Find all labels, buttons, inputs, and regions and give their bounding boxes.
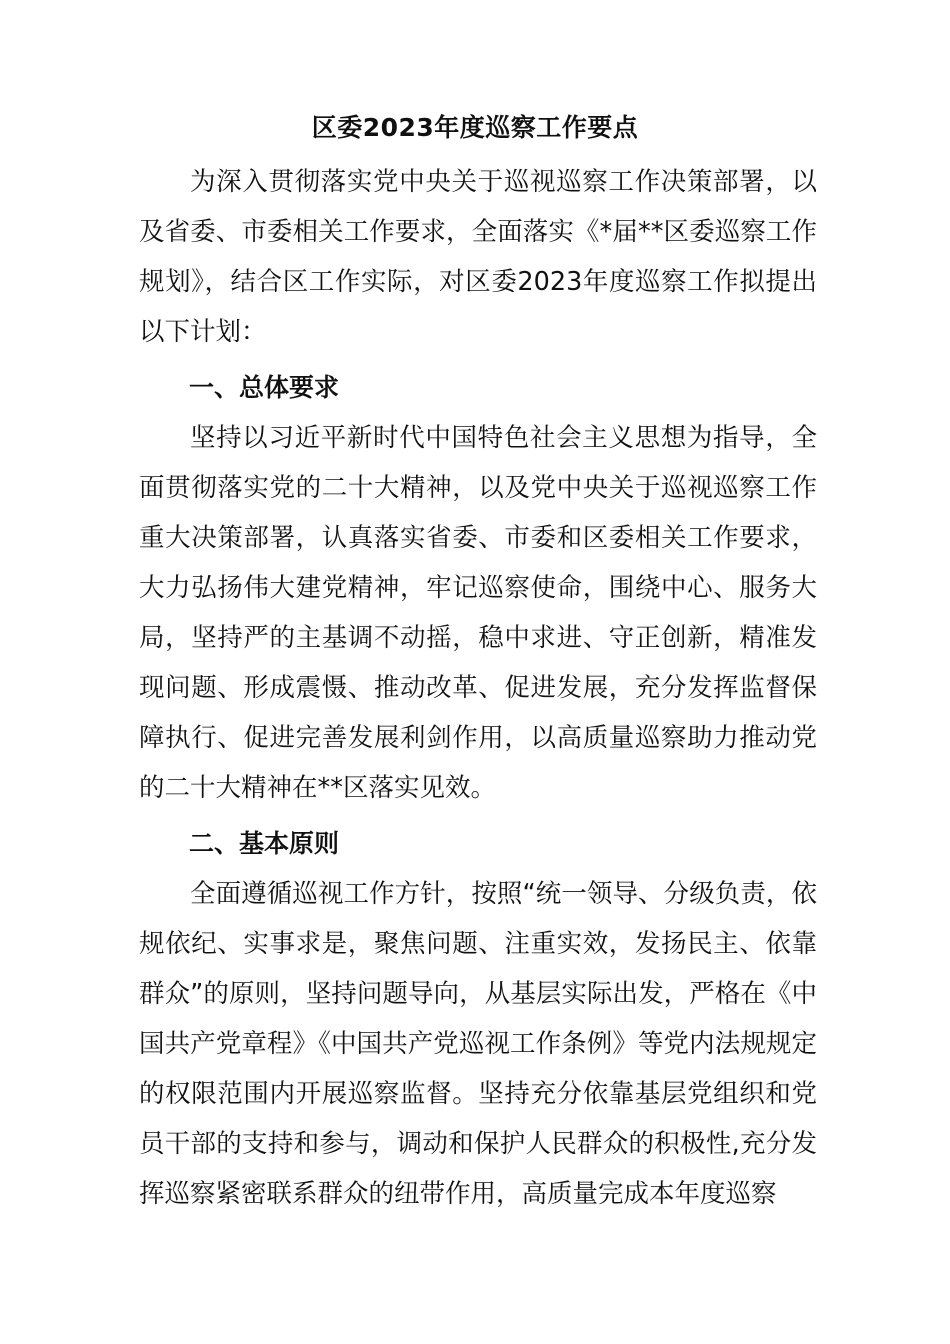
intro-paragraph: 为深入贯彻落实党中央关于巡视巡察工作决策部署，以及省委、市委相关工作要求，全面落实《*届**区委巡察工作规划》，结合区工作实际，对区委2023年度巡察工作拟提出以下计划： [139, 167, 817, 347]
document-title: 区委2023年度巡察工作要点 [311, 113, 639, 142]
section-paragraph-basic-principles: 全面遵循巡视工作方针，按照“统一领导、分级负责，依规依纪、实事求是，聚焦问题、注重实效，发扬民主、依靠群众”的原则，坚持问题导向，从基层实际出发，严格在《中国共产党章程》《中国共产党巡视工作条例》等党内法规规定的权限范围内开展巡察监督。坚持充分依靠基层党组织和党员干部的支持和参与，调动和保护人民群众的积极性,充分发挥巡察紧密联系群众的纽带作用，高质量完成本年度巡察 [139, 879, 817, 1209]
section-heading-general-requirements: 一、总体要求 [189, 373, 340, 402]
section-heading-basic-principles: 二、基本原则 [189, 829, 340, 858]
document-body [139, 157, 817, 1219]
section-paragraph-general-requirements: 坚持以习近平新时代中国特色社会主义思想为指导，全面贯彻落实党的二十大精神，以及党中央关于巡视巡察工作重大决策部署，认真落实省委、市委和区委相关工作要求，大力弘扬伟大建党精神，牢记巡察使命，围绕中心、服务大局，坚持严的主基调不动摇，稳中求进、守正创新，精准发现问题、形成震慑、推动改革、促进发展，充分发挥监督保障执行、促进完善发展利剑作用，以高质量巡察助力推动党的二十大精神在**区落实见效。 [139, 423, 817, 803]
